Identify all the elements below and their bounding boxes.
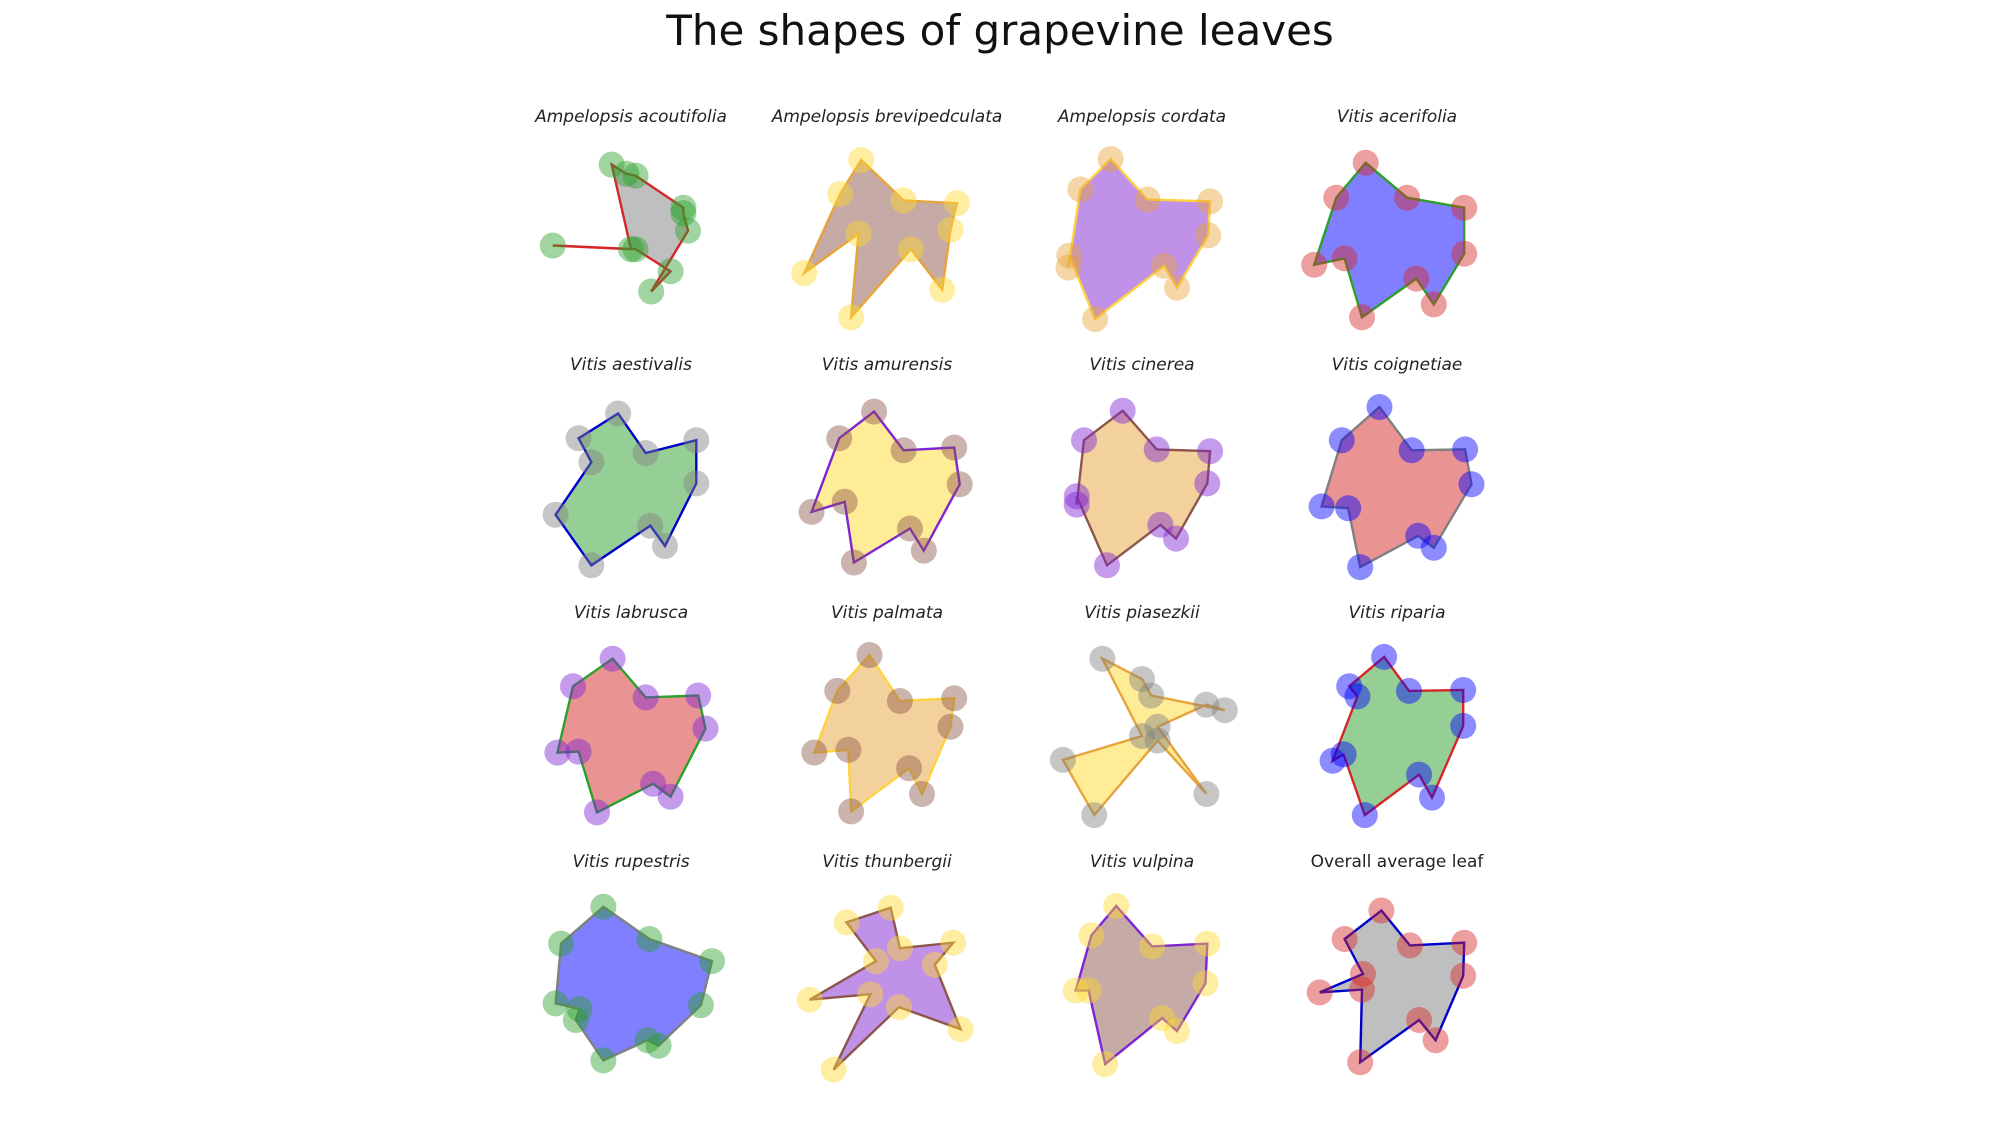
landmark-point-5 bbox=[944, 190, 970, 216]
landmark-point-2 bbox=[824, 678, 850, 704]
landmark-point-10 bbox=[566, 739, 592, 765]
landmark-point-2 bbox=[826, 425, 852, 451]
leaf-panel-ampelopsis-acoutifolia bbox=[534, 107, 727, 305]
landmark-point-10 bbox=[578, 552, 604, 578]
landmark-point-2 bbox=[863, 948, 889, 974]
landmark-point-8 bbox=[948, 1016, 974, 1042]
landmark-point-3 bbox=[1353, 150, 1379, 176]
landmark-point-9 bbox=[584, 799, 610, 825]
landmark-point-5 bbox=[1452, 436, 1478, 462]
main-title: The shapes of grapevine leaves bbox=[666, 6, 1334, 55]
landmark-point-7 bbox=[1421, 291, 1447, 317]
landmark-point-6 bbox=[940, 930, 966, 956]
landmark-point-9 bbox=[838, 798, 864, 824]
panel-label: Vitis palmata bbox=[831, 603, 943, 623]
landmark-point-1 bbox=[1050, 747, 1076, 773]
leaf-panel-vitis-vulpina bbox=[1063, 852, 1221, 1077]
landmark-point-10 bbox=[1335, 495, 1361, 521]
landmark-point-6 bbox=[1450, 677, 1476, 703]
leaf-panel-vitis-amurensis bbox=[799, 355, 973, 576]
landmark-point-10 bbox=[1352, 802, 1378, 828]
landmark-point-8 bbox=[1405, 523, 1431, 549]
landmark-point-8 bbox=[896, 755, 922, 781]
landmark-point-7 bbox=[1193, 692, 1219, 718]
leaf-panel-vitis-rupestris bbox=[543, 852, 725, 1073]
landmark-point-5 bbox=[633, 440, 659, 466]
landmark-point-1 bbox=[1301, 252, 1327, 278]
landmark-point-4 bbox=[1394, 185, 1420, 211]
landmark-point-4 bbox=[1368, 898, 1394, 924]
landmark-point-8 bbox=[1151, 253, 1177, 279]
landmark-point-1 bbox=[797, 987, 823, 1013]
landmark-point-5 bbox=[623, 163, 649, 189]
landmark-point-8 bbox=[675, 218, 701, 244]
landmark-point-3 bbox=[600, 646, 626, 672]
landmark-point-6 bbox=[688, 992, 714, 1018]
landmark-point-1 bbox=[791, 260, 817, 286]
landmark-point-6 bbox=[1193, 970, 1219, 996]
panel-label: Vitis thunbergii bbox=[822, 852, 952, 872]
panel-label: Vitis riparia bbox=[1348, 603, 1446, 623]
landmark-point-9 bbox=[637, 513, 663, 539]
landmark-point-2 bbox=[1071, 427, 1097, 453]
landmark-point-3 bbox=[857, 642, 883, 668]
leaf-panel-vitis-aestivalis bbox=[543, 355, 710, 578]
landmark-point-4 bbox=[633, 684, 659, 710]
landmark-point-9 bbox=[1349, 304, 1375, 330]
landmark-point-7 bbox=[1450, 713, 1476, 739]
landmark-point-9 bbox=[1092, 1051, 1118, 1077]
landmark-point-7 bbox=[929, 277, 955, 303]
landmark-point-4 bbox=[1144, 436, 1170, 462]
landmark-point-3 bbox=[848, 147, 874, 173]
landmark-point-10 bbox=[1076, 978, 1102, 1004]
leaf-panel-vitis-palmata bbox=[801, 603, 967, 824]
landmark-point-11 bbox=[1349, 977, 1375, 1003]
landmark-point-10 bbox=[1056, 243, 1082, 269]
landmark-point-4 bbox=[605, 401, 631, 427]
landmark-point-6 bbox=[1459, 471, 1485, 497]
landmark-point-7 bbox=[911, 538, 937, 564]
landmark-point-3 bbox=[1098, 146, 1124, 172]
landmark-point-4 bbox=[1399, 437, 1425, 463]
landmark-point-5 bbox=[941, 685, 967, 711]
landmark-point-11 bbox=[1081, 802, 1107, 828]
landmark-point-4 bbox=[878, 895, 904, 921]
landmark-point-4 bbox=[887, 688, 913, 714]
landmark-point-1 bbox=[1307, 979, 1333, 1005]
landmark-point-7 bbox=[922, 952, 948, 978]
panel-label: Ampelopsis brevipedculata bbox=[771, 107, 1003, 127]
landmark-point-8 bbox=[1149, 1005, 1175, 1031]
landmark-point-1 bbox=[799, 499, 825, 525]
landmark-point-10 bbox=[1332, 245, 1358, 271]
landmark-point-11 bbox=[1331, 741, 1357, 767]
landmark-point-8 bbox=[1403, 266, 1429, 292]
panel-label: Vitis vulpina bbox=[1089, 852, 1195, 872]
leaf-outline bbox=[1077, 411, 1210, 566]
landmark-point-4 bbox=[1371, 644, 1397, 670]
landmark-point-9 bbox=[638, 279, 664, 305]
leaf-panel-overall-average-leaf bbox=[1307, 852, 1485, 1075]
landmark-point-3 bbox=[1089, 646, 1115, 672]
landmark-point-3 bbox=[1336, 673, 1362, 699]
landmark-point-2 bbox=[1067, 176, 1093, 202]
landmark-point-6 bbox=[1195, 222, 1221, 248]
landmark-point-5 bbox=[1197, 438, 1223, 464]
leaf-panel-vitis-coignetiae bbox=[1309, 355, 1485, 580]
landmark-point-4 bbox=[1139, 933, 1165, 959]
landmark-point-1 bbox=[801, 740, 827, 766]
landmark-point-3 bbox=[566, 425, 592, 451]
landmark-point-2 bbox=[827, 181, 853, 207]
landmark-point-8 bbox=[897, 516, 923, 542]
landmark-point-9 bbox=[886, 994, 912, 1020]
landmark-point-5 bbox=[1194, 931, 1220, 957]
panel-label: Ampelopsis cordata bbox=[1057, 107, 1227, 127]
landmark-point-4 bbox=[891, 187, 917, 213]
landmark-point-1 bbox=[1309, 493, 1335, 519]
landmark-point-10 bbox=[1064, 483, 1090, 509]
leaf-panel-vitis-thunbergii bbox=[797, 852, 974, 1083]
landmark-point-4 bbox=[1135, 187, 1161, 213]
landmark-point-11 bbox=[857, 981, 883, 1007]
landmark-point-6 bbox=[1194, 470, 1220, 496]
landmark-point-9 bbox=[1406, 1007, 1432, 1033]
landmark-point-4 bbox=[891, 437, 917, 463]
landmark-point-10 bbox=[835, 737, 861, 763]
landmark-point-5 bbox=[1451, 195, 1477, 221]
landmark-point-6 bbox=[1451, 930, 1477, 956]
landmark-point-1 bbox=[540, 233, 566, 259]
landmark-point-2 bbox=[1329, 427, 1355, 453]
panel-label: Vitis rupestris bbox=[572, 852, 690, 872]
landmark-point-2 bbox=[1078, 922, 1104, 948]
landmark-point-8 bbox=[1423, 1027, 1449, 1053]
panel-label: Overall average leaf bbox=[1310, 852, 1484, 872]
leaf-panel-vitis-acerifolia bbox=[1301, 107, 1477, 330]
landmark-point-2 bbox=[560, 673, 586, 699]
panel-label: Vitis amurensis bbox=[821, 355, 953, 375]
landmark-point-11 bbox=[567, 996, 593, 1022]
leaf-panel-ampelopsis-cordata bbox=[1055, 107, 1226, 332]
landmark-point-8 bbox=[635, 1027, 661, 1053]
landmark-point-3 bbox=[1367, 394, 1393, 420]
landmark-point-3 bbox=[861, 399, 887, 425]
landmark-point-9 bbox=[841, 550, 867, 576]
landmark-point-5 bbox=[941, 435, 967, 461]
leaf-panel-vitis-cinerea bbox=[1064, 355, 1223, 578]
landmark-point-10 bbox=[1145, 728, 1171, 754]
panel-label: Vitis cinerea bbox=[1089, 355, 1195, 375]
landmark-point-1 bbox=[543, 502, 569, 528]
landmark-point-3 bbox=[1103, 893, 1129, 919]
landmark-point-7 bbox=[1164, 275, 1190, 301]
landmark-point-8 bbox=[1147, 512, 1173, 538]
landmark-point-10 bbox=[821, 1057, 847, 1083]
landmark-point-6 bbox=[947, 471, 973, 497]
landmark-point-7 bbox=[909, 781, 935, 807]
landmark-point-5 bbox=[1138, 683, 1164, 709]
leaf-panel-ampelopsis-brevipedculata bbox=[771, 107, 1003, 330]
landmark-point-3 bbox=[1332, 926, 1358, 952]
leaf-outline bbox=[556, 907, 712, 1061]
landmark-point-9 bbox=[1193, 781, 1219, 807]
panel-label: Vitis acerifolia bbox=[1336, 107, 1458, 127]
landmark-point-3 bbox=[834, 909, 860, 935]
landmark-point-1 bbox=[543, 990, 569, 1016]
landmark-point-10 bbox=[658, 258, 684, 284]
panel-label: Vitis piasezkii bbox=[1084, 603, 1200, 623]
landmark-point-5 bbox=[887, 935, 913, 961]
landmark-point-8 bbox=[898, 236, 924, 262]
landmark-point-3 bbox=[590, 894, 616, 920]
landmark-point-6 bbox=[693, 716, 719, 742]
landmark-point-9 bbox=[838, 304, 864, 330]
leaf-panel-vitis-piasezkii bbox=[1050, 603, 1238, 828]
landmark-point-11 bbox=[623, 236, 649, 262]
landmark-point-6 bbox=[938, 714, 964, 740]
landmark-point-9 bbox=[1094, 552, 1120, 578]
leaf-panel-vitis-riparia bbox=[1320, 603, 1477, 828]
panel-label: Ampelopsis acoutifolia bbox=[535, 107, 727, 127]
landmark-point-2 bbox=[1323, 185, 1349, 211]
landmark-point-9 bbox=[590, 1047, 616, 1073]
landmark-point-8 bbox=[640, 771, 666, 797]
landmark-point-5 bbox=[685, 683, 711, 709]
landmark-point-7 bbox=[683, 470, 709, 496]
landmark-point-8 bbox=[1419, 785, 1445, 811]
landmark-point-6 bbox=[1451, 241, 1477, 267]
landmark-point-9 bbox=[1082, 306, 1108, 332]
landmark-point-10 bbox=[832, 489, 858, 515]
landmark-point-2 bbox=[548, 931, 574, 957]
panel-label: Vitis labrusca bbox=[573, 603, 689, 623]
landmark-point-4 bbox=[636, 926, 662, 952]
landmark-point-5 bbox=[1396, 678, 1422, 704]
landmark-point-9 bbox=[1406, 762, 1432, 788]
landmark-point-9 bbox=[1347, 554, 1373, 580]
panel-label: Vitis coignetiae bbox=[1331, 355, 1463, 375]
landmark-point-5 bbox=[1197, 188, 1223, 214]
panel-label: Vitis aestivalis bbox=[570, 355, 692, 375]
landmark-point-10 bbox=[1347, 1049, 1373, 1075]
landmark-point-5 bbox=[699, 948, 725, 974]
leaf-panel-vitis-labrusca bbox=[544, 603, 718, 825]
leaf-outline bbox=[810, 908, 961, 1070]
landmark-point-6 bbox=[683, 427, 709, 453]
landmark-point-7 bbox=[1450, 963, 1476, 989]
landmark-point-10 bbox=[846, 221, 872, 247]
landmark-point-6 bbox=[938, 217, 964, 243]
landmark-point-3 bbox=[1110, 398, 1136, 424]
landmark-point-5 bbox=[1397, 932, 1423, 958]
landmark-point-2 bbox=[578, 449, 604, 475]
